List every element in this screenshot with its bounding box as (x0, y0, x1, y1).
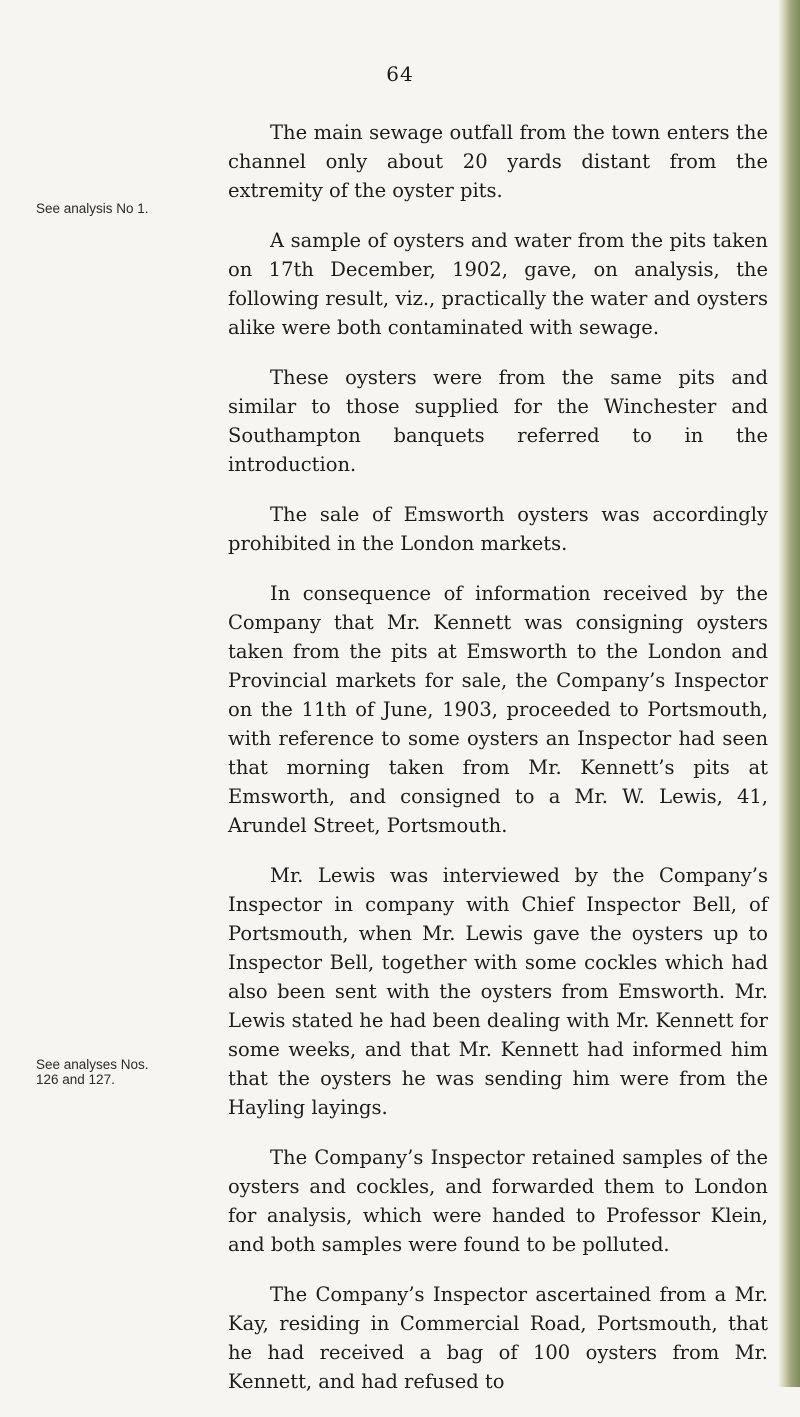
body-text (228, 118, 768, 1417)
page-edge-shadow (778, 0, 800, 1387)
paragraph: The Company’s Inspector retained samples of the oysters and cockles, and forwarded them to London for analysis, which were handed to Professor Klein, and both samples were found to be polluted. (228, 1146, 768, 1256)
page-number: 64 (386, 62, 414, 86)
margin-note-analysis-1: See analysis No 1. (36, 201, 149, 216)
paragraph: A sample of oysters and water from the pits taken on 17th December, 1902, gave, on analysis, the following result, viz., practically the water and oysters alike were both contaminated with sewage. (228, 229, 768, 339)
paragraph: The sale of Emsworth oysters was accordingly prohibited in the London markets. (228, 503, 768, 555)
paragraph: These oysters were from the same pits and similar to those supplied for the Winchester and Southampton banquets referred to in the introduction. (228, 366, 768, 476)
paragraph: The main sewage outfall from the town enters the channel only about 20 yards distant from the extremity of the oyster pits. (228, 121, 768, 202)
margin-note-analyses-126-127: See analyses Nos. 126 and 127. (36, 1057, 149, 1087)
paragraph: In consequence of information received by the Company that Mr. Kennett was consigning oysters taken from the pits at Emsworth to the London and Provincial markets for sale, the Company’s Inspector on the 11th of June, 1903, proceeded to Portsmouth, with reference to some oysters an Inspector had seen that morning taken from Mr. Kennett’s pits at Emsworth, and consigned to a Mr. W. Lewis, 41, Arundel Street, Portsmouth. (228, 582, 768, 837)
paragraph: The Company’s Inspector ascertained from a Mr. Kay, residing in Commercial Road, Portsmouth, that he had received a bag of 100 oysters from Mr. Kennett, and had refused to (228, 1283, 768, 1393)
paragraph: Mr. Lewis was interviewed by the Company’s Inspector in company with Chief Inspector Bell, of Portsmouth, when Mr. Lewis gave the oysters up to Inspector Bell, together with some cockles which had also been sent with the oysters from Emsworth. Mr. Lewis stated he had been dealing with Mr. Kennett for some weeks, and that Mr. Kennett had informed him that the oysters he was sending him were from the Hayling layings. (228, 864, 768, 1119)
